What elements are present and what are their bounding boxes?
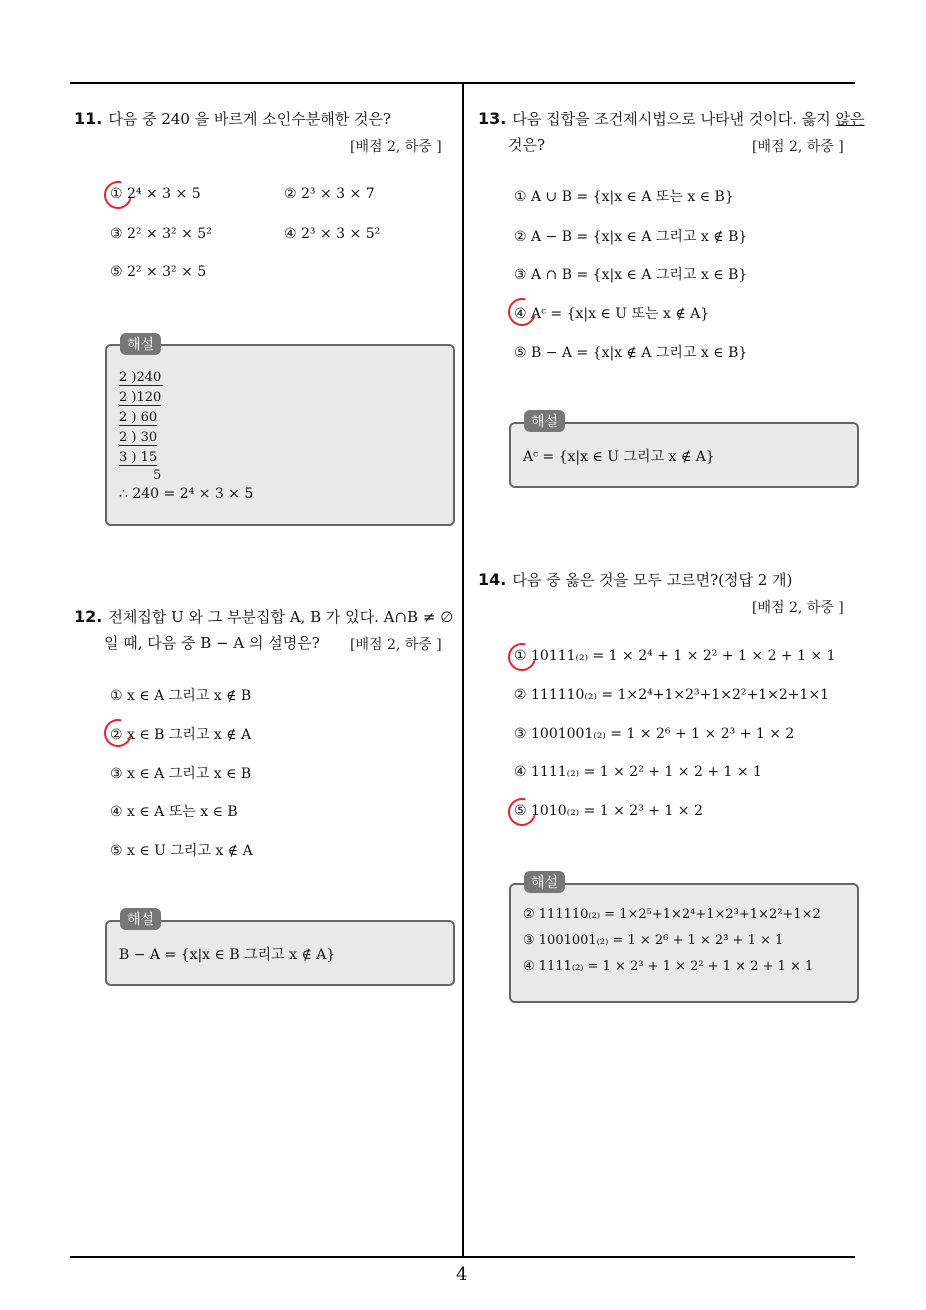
question-meta: [배점 2, 하중 ] — [350, 637, 442, 653]
question-14 — [478, 567, 792, 593]
choice-2[interactable]: ② 2³ × 3 × 7 — [284, 186, 375, 202]
choice-1[interactable]: ① 2⁴ × 3 × 5 — [110, 186, 201, 202]
answer-mark-circle — [503, 793, 541, 831]
choice-2[interactable]: ② A − B = {x|x ∈ A 그리고 x ∉ B} — [514, 229, 748, 245]
division-remainder: 5 — [153, 468, 162, 483]
choice-5[interactable]: ⑤ 1010₍₂₎ = 1 × 2³ + 1 × 2 — [514, 803, 703, 819]
question-12-line2 — [104, 630, 320, 656]
question-text: 일 때, 다음 중 B − A 의 설명은? — [104, 634, 320, 652]
question-11 — [74, 106, 391, 132]
choice-1[interactable]: ① A ∪ B = {x|x ∈ A 또는 x ∈ B} — [514, 189, 734, 205]
choice-1[interactable]: ① 10111₍₂₎ = 1 × 2⁴ + 1 × 2² + 1 × 2 + 1 × 1 — [514, 648, 836, 664]
choice-5[interactable]: ⑤ B − A = {x|x ∉ A 그리고 x ∈ B} — [514, 345, 748, 361]
division-row: 2 ) 30 — [119, 430, 158, 445]
question-number: 13. — [478, 109, 507, 128]
question-text-underlined: 않은 — [835, 110, 865, 128]
answer-mark-circle — [503, 638, 541, 676]
explanation-tag: 해설 — [120, 908, 161, 930]
choice-3[interactable]: ③ A ∩ B = {x|x ∈ A 그리고 x ∈ B} — [514, 267, 748, 283]
choice-2[interactable]: ② 111110₍₂₎ = 1×2⁴+1×2³+1×2²+1×2+1×1 — [514, 687, 830, 703]
choice-4[interactable]: ④ x ∈ A 또는 x ∈ B — [110, 804, 238, 820]
question-text: 전체집합 U 와 그 부분집합 A, B 가 있다. A∩B ≠ ∅ — [108, 608, 454, 626]
choice-4[interactable]: ④ 2³ × 3 × 5² — [284, 226, 381, 242]
choice-1[interactable]: ① x ∈ A 그리고 x ∉ B — [110, 688, 252, 704]
question-text: 다음 집합을 조건제시법으로 나타낸 것이다. 옳지 — [512, 110, 836, 128]
question-13 — [478, 106, 865, 132]
question-meta: [배점 2, 하중 ] — [752, 139, 844, 155]
question-text: 것은? — [508, 136, 546, 154]
choice-4[interactable]: ④ 1111₍₂₎ = 1 × 2² + 1 × 2 + 1 × 1 — [514, 764, 762, 780]
question-number: 12. — [74, 607, 103, 626]
answer-mark-circle — [503, 293, 541, 331]
question-meta: [배점 2, 하중 ] — [350, 139, 442, 155]
division-row: 2 )120 — [119, 390, 162, 405]
explanation-box — [509, 422, 859, 488]
division-row: 2 )240 — [119, 370, 162, 385]
division-row: 2 ) 60 — [119, 410, 158, 425]
question-number: 14. — [478, 570, 507, 589]
choice-3[interactable]: ③ 1001001₍₂₎ = 1 × 2⁶ + 1 × 2³ + 1 × 2 — [514, 726, 795, 742]
choice-3[interactable]: ③ x ∈ A 그리고 x ∈ B — [110, 766, 252, 782]
question-meta: [배점 2, 하중 ] — [752, 600, 844, 616]
column-divider — [462, 83, 464, 1257]
division-row: 3 ) 15 — [119, 450, 158, 465]
choice-5[interactable]: ⑤ 2² × 3² × 5 — [110, 264, 207, 280]
question-number: 11. — [74, 109, 103, 128]
explanation-tag: 해설 — [524, 410, 565, 432]
choice-4[interactable]: ④ Aᶜ = {x|x ∈ U 또는 x ∉ A} — [514, 306, 710, 322]
answer-mark-circle — [99, 176, 137, 214]
choice-3[interactable]: ③ 2² × 3² × 5² — [110, 226, 212, 242]
explanation-text: B − A = {x|x ∈ B 그리고 x ∉ A} — [119, 947, 336, 963]
explanation-box — [105, 344, 455, 526]
choice-5[interactable]: ⑤ x ∈ U 그리고 x ∉ A — [110, 843, 253, 859]
explanation-line: ④ 1111₍₂₎ = 1 × 2³ + 1 × 2² + 1 × 2 + 1 × 1 — [523, 959, 814, 974]
explanation-line: ③ 1001001₍₂₎ = 1 × 2⁶ + 1 × 2³ + 1 × 1 — [523, 933, 784, 948]
explanation-box — [509, 883, 859, 1003]
question-text: 다음 중 옳은 것을 모두 고르면?(정답 2 개) — [512, 571, 793, 589]
question-13-line2 — [508, 132, 545, 158]
explanation-box — [105, 920, 455, 986]
explanation-line: ② 111110₍₂₎ = 1×2⁵+1×2⁴+1×2³+1×2²+1×2 — [523, 907, 821, 922]
question-12 — [74, 604, 453, 630]
choice-2[interactable]: ② x ∈ B 그리고 x ∉ A — [110, 727, 252, 743]
explanation-tag: 해설 — [524, 871, 565, 893]
answer-mark-circle — [99, 714, 137, 752]
explanation-conclusion: ∴ 240 = 2⁴ × 3 × 5 — [119, 486, 254, 502]
page-number: 4 — [456, 1264, 468, 1285]
explanation-tag: 해설 — [120, 333, 161, 355]
question-text: 다음 중 240 을 바르게 소인수분해한 것은? — [108, 110, 391, 128]
explanation-text: Aᶜ = {x|x ∈ U 그리고 x ∉ A} — [523, 449, 715, 465]
